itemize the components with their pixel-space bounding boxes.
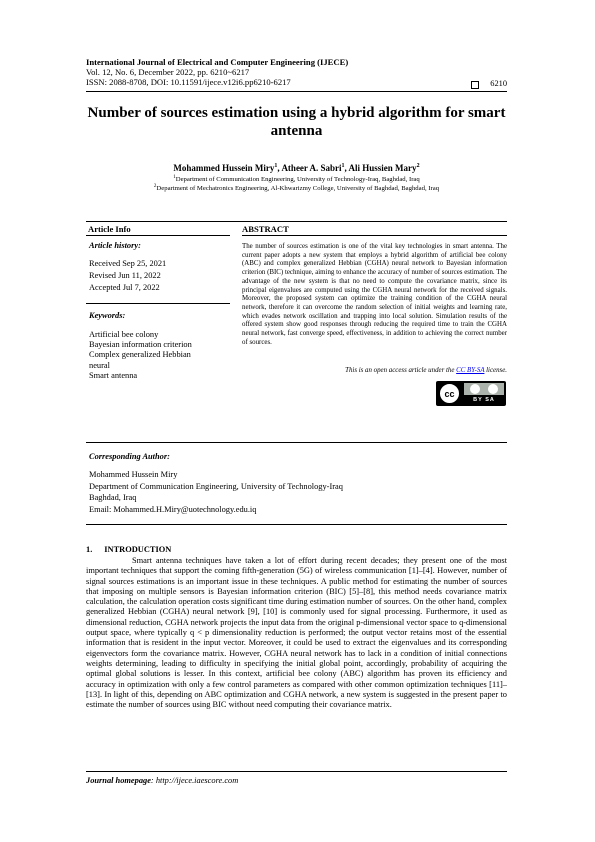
person-icon [470,384,480,394]
keyword-list [89,330,192,381]
section-heading [86,545,171,555]
cc-badge-icons [464,383,504,395]
affiliation-text: Department of Mechatronics Engineering, Al-Khwarizmy College, University of Baghdad, Baghdad, Iraq [156,185,440,193]
abstract-rule [242,235,507,236]
keywords-heading: Keywords: [89,311,126,320]
homepage-url[interactable]: http://ijece.iaescore.com [155,776,239,785]
accepted-date: Accepted Jul 7, 2022 [89,283,160,293]
article-info-rule [86,235,230,236]
corresponding-email: Email: Mohammed.H.Miry@uotechnology.edu.iq [89,505,257,515]
author-list [86,163,507,173]
abstract-heading: ABSTRACT [242,224,289,234]
author-affiliation-mark: 1 [274,163,278,169]
history-heading: Article history: [89,241,141,250]
history-dates [89,259,166,294]
frame-top-rule [86,221,507,222]
introduction-paragraph: Smart antenna techniques have taken a lot of effort during recent decades; they present one of the most important techniques that support the coming fifth-generation (5G) of wireless communication [1]–[4]. However, number of signal sources estimations is an important issue in these techniques. A public method for estimating the number of sources that imposing on multiple sensors is Bayesian information criterion (BIC) [5]–[8], this method needs covariance matrix calculation, the calculation operation costs significant time during estimation number of sources. On the other hand, complex generalized Hebbian (CGHA) neural network [9], [10] is commonly used for signal processing. Furthermore, it used as dimensional reduction, CGHA network projects the input data from the original p-dimensional vector space to q-dimensional output space, where typically q < p dimensionality reduction is performed; the output vector retains most of the essential information that is resident in the input vector. Moreover, it could be used to extract the eigenvalues and its corresponding eigenvectors form the covariance matrix. However, CGHA neural network has to lack in a condition of initial connections weights determining, leading to difficulty in specifying the initial global point, accordingly, probability of acquiring the optimal global solutions is lesser. In this context, artificial bee colony (ABC) algorithm has proven its efficiency and accuracy in optimization with only a few control parameters as compared with other common optimization techniques [11]–[13]. In light of this, depending on ABC optimization and CGHA network, a new system is suggested in the present paper to estimate the number of sources using BIC without need computing their covariance matrix. [86,556,507,710]
author-affiliation-mark: 2 [416,163,420,169]
journal-homepage [86,776,238,785]
revised-date: Revised Jun 11, 2022 [89,271,161,281]
license-prefix: This is an open access article under the [345,367,457,374]
author-affiliation-mark: 1 [341,163,345,169]
square-icon [471,81,479,89]
article-info-heading: Article Info [88,224,131,234]
page-number: 6210 [490,79,507,88]
author-name: Mohammed Hussein Miry [173,163,275,173]
paper-title: Number of sources estimation using a hybrid algorithm for smart antenna [87,105,506,139]
license-note [345,367,507,374]
received-date: Received Sep 25, 2021 [89,259,167,268]
cc-by-sa-badge[interactable] [436,381,506,406]
author-separator: , [277,163,282,173]
author-separator: , [344,163,349,173]
keyword: Complex generalized Hebbian [89,350,191,360]
abstract-text: The number of sources estimation is one of the vital key technologies in smart antenna. The current paper adopts a new system that employs a hybrid algorithm of artificial bee colony (ABC) and complex generalized Hebbian (CGHA) neural network to Bayesian information criterion (BIC) technique, aiming to enhance the accuracy of number of sources estimation. The advantage of the new system is that no need to compute the covariance matrix, since its principal eigenvalues are computed using the CGHA neural network for the received signals. Moreover, the proposed system can optimize the training condition of the CGHA neural network, therefore it can overcome the random selection of initial weights and learning rate, which evades network oscillation and trapping into local solution. Simulation results of the offered system show good responses through reducing the required time to train the CGHA neural network, fast converge speed, effectiveness, in addition to achieving the correct number of sources. [242,243,507,346]
frame-middle-rule [86,442,507,443]
keywords-top-rule [86,303,230,304]
corresponding-city: Baghdad, Iraq [89,493,137,503]
cc-badge-label: BY SA [464,395,504,405]
issn-doi-line: ISSN: 2088-8708, DOI: 10.11591/ijece.v12i6.pp6210-6217 [86,77,291,87]
journal-name: International Journal of Electrical and Computer Engineering (IJECE) [86,57,349,67]
license-link[interactable]: CC BY-SA [456,367,485,374]
affiliation-text: Department of Communication Engineering, University of Technology-Iraq, Baghdad, Iraq [175,176,420,184]
footer-rule [86,771,507,772]
corresponding-heading: Corresponding Author: [89,452,170,461]
corresponding-department: Department of Communication Engineering, University of Technology-Iraq [89,481,343,491]
author-name: Ali Hussien Mary [348,163,417,173]
license-suffix: license. [484,367,507,374]
cc-logo-icon: cc [439,383,460,404]
homepage-label: Journal homepage [86,776,151,785]
affiliation-2 [86,183,507,193]
journal-header [86,57,348,87]
share-alike-icon [488,384,498,394]
section-title: INTRODUCTION [104,545,172,554]
author-name: Atheer A. Sabri [281,163,342,173]
affiliation-mark: 1 [173,175,176,180]
affiliation-mark: 2 [153,184,157,189]
keyword: Bayesian information criterion [89,340,192,350]
volume-line: Vol. 12, No. 6, December 2022, pp. 6210~6217 [86,67,250,77]
keyword: neural [89,360,110,370]
keyword: Artificial bee colony [89,330,159,339]
corresponding-details [89,469,343,516]
corresponding-name: Mohammed Hussein Miry [89,470,178,479]
keyword: Smart antenna [89,370,138,380]
frame-bottom-rule [86,524,507,525]
header-rule [86,91,507,92]
section-number: 1. [86,545,93,554]
homepage-separator: : [150,776,156,785]
